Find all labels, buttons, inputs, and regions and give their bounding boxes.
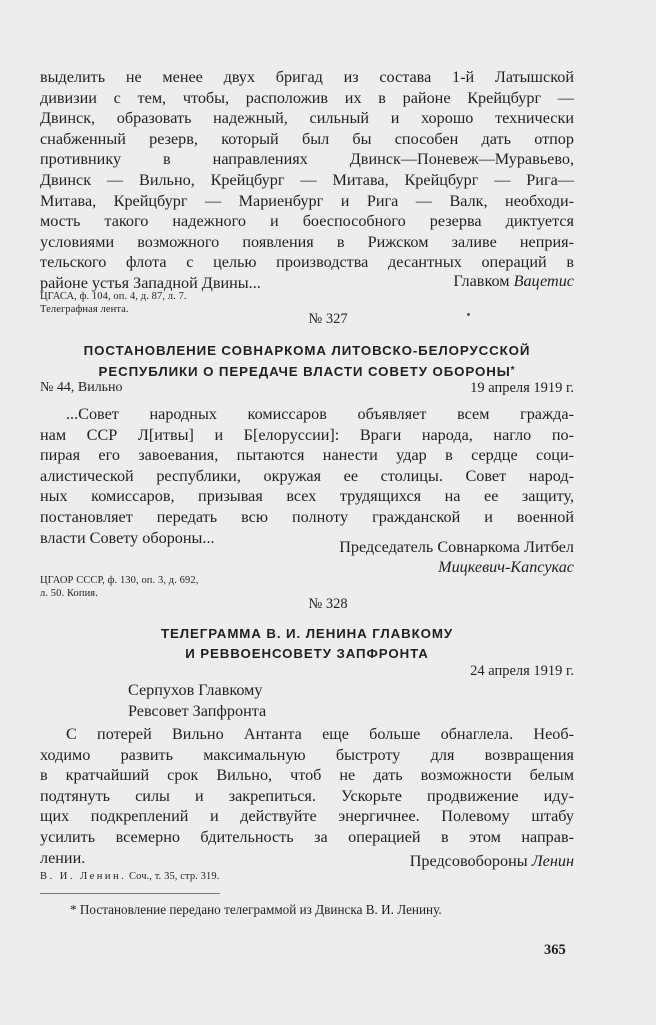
document-date-328: 24 апреля 1919 г. (470, 663, 574, 679)
archive-source-3 (40, 871, 219, 884)
footnote-divider (40, 893, 220, 894)
signature-vatsetis (453, 271, 574, 291)
text-block-previous-document (40, 67, 574, 294)
text-line: выделить не менее двух бригад из состава 1-й Латышской (40, 68, 574, 86)
signature-name (339, 557, 574, 577)
source-line: ЦГАОР СССР, ф. 130, оп. 3, д. 692, (40, 575, 199, 586)
document-number-327: № 327 (308, 311, 348, 327)
footnote: * Постановление передано телеграммой из Двинска В. И. Ленину. (70, 902, 442, 917)
document-number-328: № 328 (308, 596, 348, 612)
footnote-marker: * (510, 365, 516, 376)
text-line: лении. (40, 848, 86, 867)
text-line: подтянуть силы и закрепиться. Ускорьте продвижение иду- (40, 786, 574, 805)
telegram-address (128, 680, 266, 721)
text-line: постановляет передать всю полноту гражданской и военной (40, 507, 574, 526)
title-line (40, 361, 574, 382)
text-line: ных комиссаров, призывая всех трудящихся на ее защиту, (40, 487, 574, 506)
title-line-text: РЕСПУБЛИКИ О ПЕРЕДАЧЕ ВЛАСТИ СОВЕТУ ОБОРОНЫ (98, 364, 511, 379)
page-number: 365 (544, 942, 566, 958)
text-line: районе устья Западной Двины... (40, 273, 261, 292)
text-line: Двинск, образовать надежный, сильный и хорошо технически (40, 109, 574, 128)
text-line: ...Совет народных комиссаров объявляет всем гражда- (66, 405, 574, 423)
text-line: алистической республики, окружая ее столицы. Совет народ- (40, 466, 574, 485)
text-line: в кратчайший срок Вильно, чтоб не дать возможности белым (40, 766, 574, 785)
signature-title: Главком (453, 272, 510, 290)
text-line: нам ССР Л[итвы] и Б[елоруссии]: Враги народа, нагло по- (40, 425, 574, 444)
document-date-327: 19 апреля 1919 г. (470, 380, 574, 396)
source-author: В. И. Ленин. (40, 871, 127, 882)
title-line: ТЕЛЕГРАММА В. И. ЛЕНИНА ГЛАВКОМУ (160, 626, 454, 641)
signature-title: Председатель Совнаркома Литбел (339, 538, 574, 556)
address-line: Ревсовет Запфронта (128, 701, 267, 720)
text-line: противнику в направлениях Двинск—Поневеж—Муравьево, (40, 150, 574, 169)
document-title-327 (40, 341, 574, 382)
text-line: Двинск — Вильно, Крейцбург — Митава, Крейцбург — Рига— (40, 170, 574, 189)
text-line: снабженный резерв, который был бы способен дать отпор (40, 129, 574, 148)
text-line: пирая его завоевания, пытаются нанести удар в сердце соци- (40, 446, 574, 465)
signature-name: Вацетис (513, 272, 574, 290)
document-place: № 44, Вильно (40, 380, 123, 395)
text-line: Митава, Крейцбург — Мариенбург и Рига — Валк, необходи- (40, 191, 574, 210)
source-line: ЦГАСА, ф. 104, оп. 4, д. 87, л. 7. (40, 291, 187, 302)
title-line: ПОСТАНОВЛЕНИЕ СОВНАРКОМА ЛИТОВСКО-БЕЛОРУССКОЙ (83, 343, 531, 358)
text-line: условиями возможного появления в Рижском заливе неприя- (40, 232, 574, 251)
document-title-328 (40, 624, 574, 664)
text-block-327 (40, 404, 574, 548)
source-reference: Соч., т. 35, стр. 319. (126, 871, 220, 882)
signature-name-text: Мицкевич-Капсукас (438, 558, 574, 576)
source-line: Телеграфная лента. (40, 303, 129, 315)
text-line: дивизии с тем, чтобы, расположив их в районе Крейцбург — (40, 88, 574, 107)
text-line: ходимо развить максимальную быстроту для возвращения (40, 745, 574, 764)
source-line: л. 50. Копия. (40, 587, 98, 599)
text-line: усилить всемерно бдительность за операцией в этом направ- (40, 827, 574, 846)
text-block-328 (40, 724, 574, 868)
signature-litbel-chair (339, 537, 574, 577)
signature-title: Предсовобороны (409, 852, 528, 870)
text-line: мость такого надежного и боеспособного резерва диктуется (40, 212, 574, 231)
title-line: И РЕВВОЕНСОВЕТУ ЗАПФРОНТА (185, 646, 429, 661)
address-line: Серпухов Главкому (128, 681, 263, 699)
text-line: тельского флота с целью производства десантных операций в (40, 253, 574, 272)
text-line: С потерей Вильно Антанта еще больше обнаглела. Необ- (66, 725, 574, 743)
text-line: щих подкреплений и действуйте энергичнее. Полевому штабу (40, 807, 574, 826)
signature-lenin (410, 851, 574, 871)
signature-name: Ленин (531, 852, 574, 870)
text-line: власти Совету обороны... (40, 528, 215, 547)
